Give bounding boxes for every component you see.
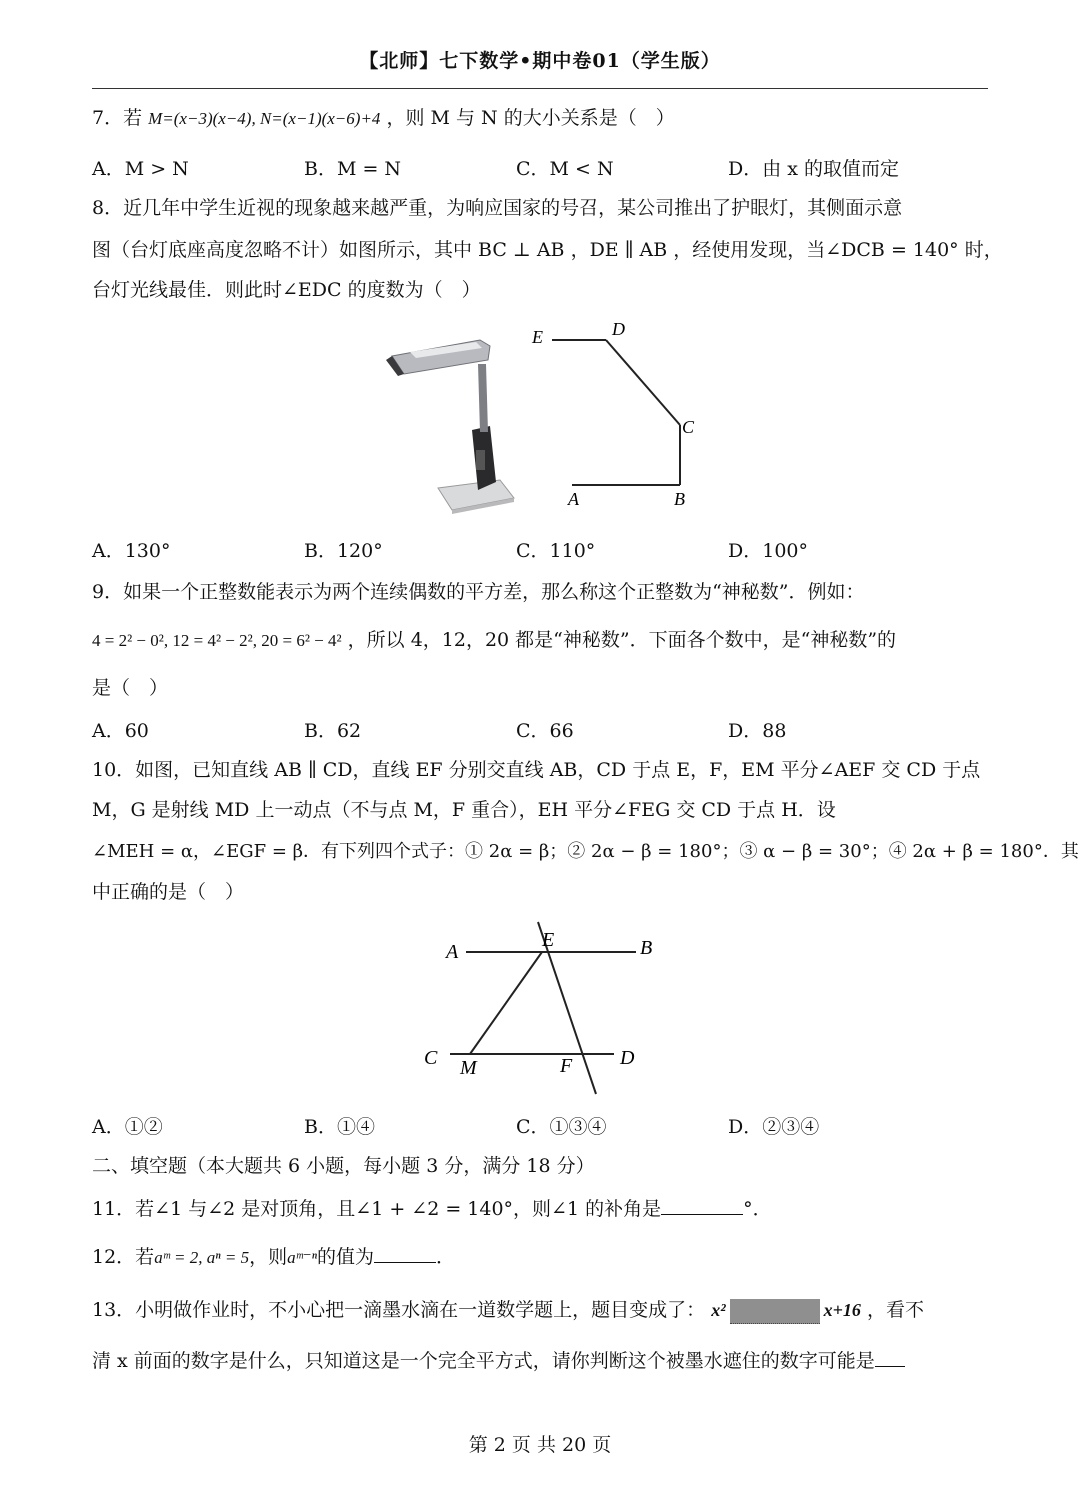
q10-label-b: B xyxy=(640,937,653,959)
question-12 xyxy=(92,1242,988,1272)
q13-line-1 xyxy=(92,1296,988,1324)
question-10-options xyxy=(92,1112,988,1142)
q10-label-d: D xyxy=(620,1047,635,1069)
q10-line-3: ∠MEH = α，∠EGF = β．有下列四个式子：① 2α = β；② 2α − β = 180°；③ α − β = 30°；④ 2α + β = 180°．其 xyxy=(92,841,1079,862)
q10-line-2: M，G 是射线 MD 上一动点（不与点 M，F 重合），EH 平分∠FEG 交 CD 于点 H．设 xyxy=(92,799,836,821)
q12-given: aᵐ = 2, aⁿ = 5 xyxy=(154,1248,250,1267)
q8-option-b[interactable]: B．120° xyxy=(304,540,383,562)
q10-option-d[interactable]: D．②③④ xyxy=(728,1116,820,1138)
q8-line-2: 图（台灯底座高度忽略不计）如图所示，其中 BC ⊥ AB ，DE ∥ AB ，经使用发现，当∠DCB = 140° 时， xyxy=(92,239,1003,261)
q9-option-b[interactable]: B．62 xyxy=(304,720,362,742)
q12-suffix: 的值为 xyxy=(317,1246,375,1268)
q10-label-m: M xyxy=(460,1057,477,1079)
q8-option-d[interactable]: D．100° xyxy=(728,540,808,562)
q8-label-b: B xyxy=(674,489,685,509)
q8-line-3: 台灯光线最佳．则此时∠EDC 的度数为（ ） xyxy=(92,279,481,301)
q8-label-e: E xyxy=(532,327,543,347)
ink-blot xyxy=(730,1299,820,1324)
q7-option-a[interactable]: A．M > N xyxy=(92,158,189,180)
question-11 xyxy=(92,1194,988,1223)
q13-expr-left: x² xyxy=(711,1300,726,1320)
q11-prefix: 11．若∠1 与∠2 是对顶角，且∠1 + ∠2 = 140°，则∠1 的补角是 xyxy=(92,1198,662,1220)
page-header-title: 【北师】七下数学•期中卷01（学生版） xyxy=(359,50,721,72)
q8-option-a[interactable]: A．130° xyxy=(92,540,171,562)
q7-option-c[interactable]: C．M < N xyxy=(516,158,614,180)
question-7-options xyxy=(92,154,988,184)
desk-lamp-photo xyxy=(380,330,520,520)
header-divider xyxy=(92,88,988,89)
question-8-options xyxy=(92,536,988,566)
q8-label-a: A xyxy=(568,489,579,509)
q13-line-2 xyxy=(92,1346,988,1375)
q13-prefix: 13．小明做作业时，不小心把一滴墨水滴在一道数学题上，题目变成了： xyxy=(92,1299,706,1321)
q9-line-2 xyxy=(92,626,988,655)
question-7-stem xyxy=(92,104,988,133)
q13-expr-right: x+16 xyxy=(823,1300,861,1320)
q7-suffix: ，则 M 与 N 的大小关系是（ ） xyxy=(386,107,675,129)
page-footer: 第 2 页 共 20 页 xyxy=(468,1434,612,1456)
q10-line-1: 10．如图，已知直线 AB ∥ CD，直线 EF 分别交直线 AB，CD 于点 E，F，EM 平分∠AEF 交 CD 于点 xyxy=(92,759,981,781)
q8-label-c: C xyxy=(682,417,695,437)
q9-line-3: 是（ ） xyxy=(92,677,169,699)
q9-option-c[interactable]: C．66 xyxy=(516,720,574,742)
q10-figure xyxy=(420,918,660,1098)
section-2-title: 二、填空题（本大题共 6 小题，每小题 3 分，满分 18 分） xyxy=(92,1155,595,1177)
q10-option-b[interactable]: B．①④ xyxy=(304,1116,375,1138)
q11-answer-blank[interactable] xyxy=(661,1194,743,1215)
q8-label-d: D xyxy=(612,319,625,339)
q9-line-2-text: ，所以 4，12，20 都是“神秘数”．下面各个数中，是“神秘数”的 xyxy=(347,629,897,651)
q8-figure xyxy=(520,315,720,515)
q13-answer-blank[interactable] xyxy=(875,1346,905,1367)
q10-label-a: A xyxy=(446,941,459,963)
q7-expression: M=(x−3)(x−4), N=(x−1)(x−6)+4 xyxy=(148,109,381,128)
q12-middle: ，则 xyxy=(249,1246,288,1268)
q13-suffix: ，看不 xyxy=(866,1299,924,1321)
q12-target-expr: aᵐ⁻ⁿ xyxy=(287,1248,318,1267)
q8-line-1: 8．近几年中学生近视的现象越来越严重，为响应国家的号召，某公司推出了护眼灯，其侧面示意 xyxy=(92,197,903,219)
q10-option-a[interactable]: A．①② xyxy=(92,1116,163,1138)
q9-math-examples: 4 = 2² − 0², 12 = 4² − 2², 20 = 6² − 4² xyxy=(92,631,342,650)
q8-option-c[interactable]: C．110° xyxy=(516,540,596,562)
q9-option-a[interactable]: A．60 xyxy=(92,720,149,742)
q7-option-b[interactable]: B．M = N xyxy=(304,158,402,180)
q10-label-f: F xyxy=(560,1055,573,1077)
q7-option-d[interactable]: D．由 x 的取值而定 xyxy=(728,158,900,180)
q9-option-d[interactable]: D．88 xyxy=(728,720,787,742)
q12-prefix: 12．若 xyxy=(92,1246,155,1268)
q9-line-1: 9．如果一个正整数能表示为两个连续偶数的平方差，那么称这个正整数为“神秘数”．例如： xyxy=(92,581,865,603)
q10-option-c[interactable]: C．①③④ xyxy=(516,1116,607,1138)
q12-answer-blank[interactable] xyxy=(374,1242,436,1263)
q10-label-e: E xyxy=(542,929,555,951)
q13-line-2-text: 清 x 前面的数字是什么，只知道这是一个完全平方式，请你判断这个被墨水遮住的数字可能是 xyxy=(92,1350,875,1372)
q10-label-c: C xyxy=(424,1047,438,1069)
q11-suffix: °． xyxy=(743,1198,772,1220)
q12-end: ． xyxy=(436,1246,456,1268)
question-9-options xyxy=(92,716,988,746)
q7-prefix: 7．若 xyxy=(92,107,143,129)
q10-line-4: 中正确的是（ ） xyxy=(92,881,245,903)
